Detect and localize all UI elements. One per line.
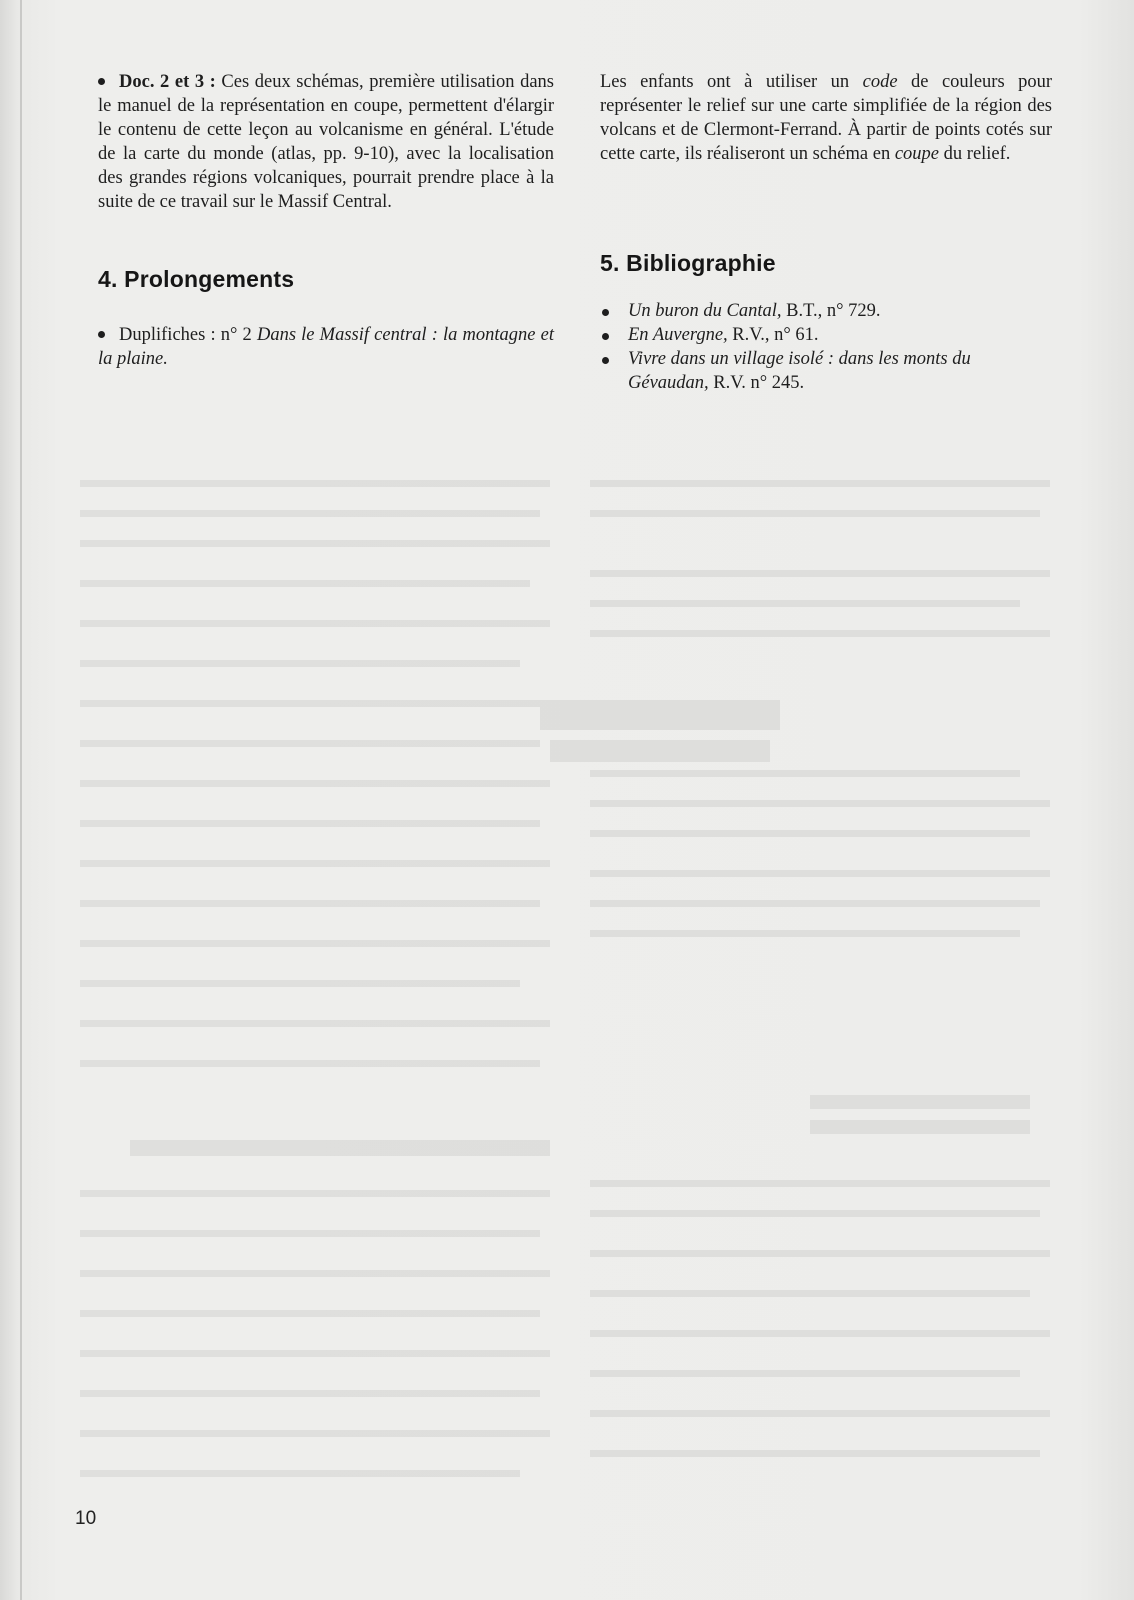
section-title-prolongements: 4. Prolongements <box>98 266 295 292</box>
section-title-bibliographie: 5. Bibliographie <box>600 250 776 276</box>
page-number: 10 <box>75 1508 97 1529</box>
intro-code-word: code <box>862 72 898 92</box>
biblio-ref: B.T., n° 729. <box>786 301 881 321</box>
doc-paragraph <box>98 70 554 214</box>
list-item <box>600 323 1052 347</box>
prolongements-title: Dans le Massif central : la montagne et la plaine. <box>98 325 555 369</box>
biblio-ref: R.V. n° 245. <box>713 373 805 393</box>
intro-part3: du relief. <box>943 144 1011 164</box>
list-item <box>600 299 1052 323</box>
bullet-icon <box>98 331 105 338</box>
biblio-title: En Auvergne, <box>628 325 728 345</box>
bullet-icon <box>602 357 609 364</box>
intro-part2: de couleurs pour représenter le relief sur une carte simplifiée de la région des volcans et de Clermont-Ferrand. À partir de points cotés sur cette carte, ils réaliseront un schéma en <box>600 72 1053 164</box>
show-through-area <box>70 470 1060 1510</box>
doc-label: Doc. 2 et 3 : <box>119 72 216 92</box>
bullet-icon <box>98 78 105 85</box>
intro-part1: Les enfants ont à utiliser un <box>600 72 850 92</box>
right-column <box>600 70 1052 395</box>
biblio-title: Un buron du Cantal, <box>628 301 782 321</box>
intro-paragraph <box>600 70 1052 166</box>
biblio-title: Vivre dans un village isolé : dans les monts du Gévaudan, <box>628 349 971 393</box>
intro-coupe-word: coupe <box>894 144 940 164</box>
left-column <box>98 70 554 371</box>
prolongements-prefix: Duplifiches : n° 2 <box>119 325 252 345</box>
binding-edge <box>20 0 22 1600</box>
show-through-texture <box>70 470 1060 1510</box>
biblio-ref: R.V., n° 61. <box>732 325 819 345</box>
list-item <box>600 347 1052 395</box>
bibliography-list <box>600 299 1052 395</box>
doc-text: Ces deux schémas, première utilisation dans le manuel de la représentation en coupe, permettent d'élargir le contenu de cette leçon au volcanisme en général. L'étude de la carte du monde (atlas, pp. 9-10), avec la localisation des grandes régions volcaniques, pourrait prendre place à la suite de ce travail sur le Massif Central. <box>98 72 555 212</box>
bullet-icon <box>602 333 609 340</box>
bullet-icon <box>602 309 609 316</box>
prolongements-item <box>98 323 554 371</box>
